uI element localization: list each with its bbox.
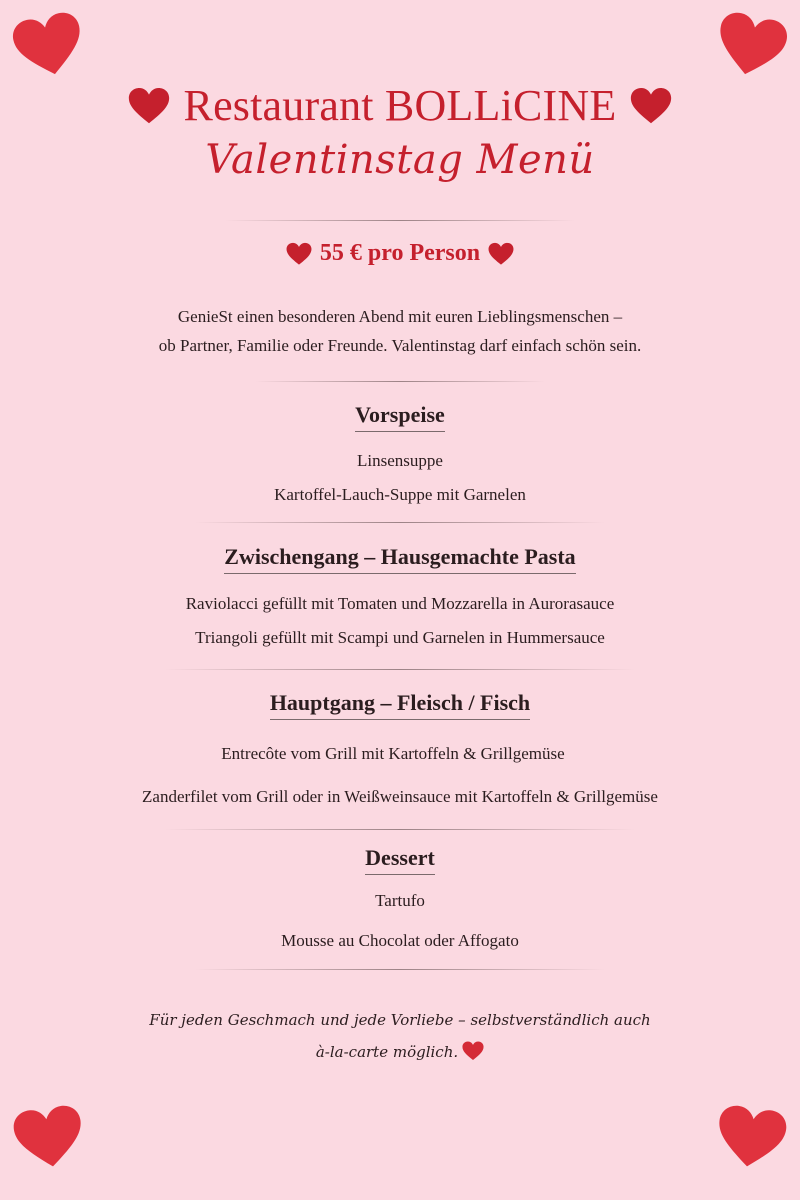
menu-item: Raviolacci gefüllt mit Tomaten und Mozzarella in Aurorasauce: [185, 594, 615, 613]
heart-icon: [488, 242, 514, 266]
corner-heart-top-right-icon: [710, 7, 792, 84]
heart-icon: [462, 1041, 484, 1061]
corner-heart-bottom-left-icon: [10, 1101, 88, 1174]
divider: [255, 381, 545, 382]
intro-line-1: GenieSt einen besonderen Abend mit euren Lieblingsmenschen –: [177, 307, 623, 326]
menu-subtitle: Valentinstag Menü: [205, 137, 595, 183]
divider: [225, 220, 575, 221]
menu-item: Linsensuppe: [357, 451, 443, 470]
menu-item: Kartoffel-Lauch-Suppe mit Garnelen: [274, 485, 526, 504]
menu-item: Zanderfilet vom Grill oder in Weißweinsauce mit Kartoffeln & Grillgemüse: [142, 787, 658, 806]
restaurant-title: Restaurant BOLLiCINE: [183, 81, 617, 130]
section-vorspeise: [0, 402, 800, 432]
menu-item: Entrecôte vom Grill mit Kartoffeln & Grillgemüse: [221, 744, 565, 763]
price-row: [0, 240, 800, 267]
corner-heart-bottom-right-icon: [712, 1101, 790, 1174]
menu-item: Triangoli gefüllt mit Scampi und Garnelen in Hummersauce: [195, 628, 605, 647]
menu-header: [0, 80, 800, 183]
section-hauptgang: [0, 690, 800, 720]
section-zwischengang: [0, 544, 800, 574]
intro-line-2: ob Partner, Familie oder Freunde. Valentinstag darf einfach schön sein.: [158, 336, 642, 355]
heart-icon: [286, 242, 312, 266]
intro-text: [0, 302, 800, 360]
heart-icon: [128, 87, 170, 125]
section-title: Zwischengang – Hausgemachte Pasta: [224, 544, 575, 574]
section-title: Dessert: [365, 845, 435, 875]
menu-item: Tartufo: [375, 891, 425, 910]
section-dessert: [0, 845, 800, 875]
menu-item: Mousse au Chocolat oder Affogato: [281, 931, 519, 950]
footer-line-2-row: [0, 1036, 800, 1068]
section-title: Vorspeise: [355, 402, 445, 432]
title-row: [0, 80, 800, 131]
price-label: 55 € pro Person: [319, 240, 481, 266]
footer-note: [0, 1004, 800, 1068]
corner-heart-top-left-icon: [8, 7, 90, 84]
divider: [165, 669, 635, 670]
footer-line-2: à-la-carte möglich.: [315, 1043, 459, 1061]
section-title: Hauptgang – Fleisch / Fisch: [270, 690, 530, 720]
divider: [165, 829, 635, 830]
footer-line-1: Für jeden Geschmach und jede Vorliebe – selbstverständlich auch: [149, 1011, 651, 1029]
divider: [195, 522, 605, 523]
heart-icon: [630, 87, 672, 125]
divider: [195, 969, 605, 970]
